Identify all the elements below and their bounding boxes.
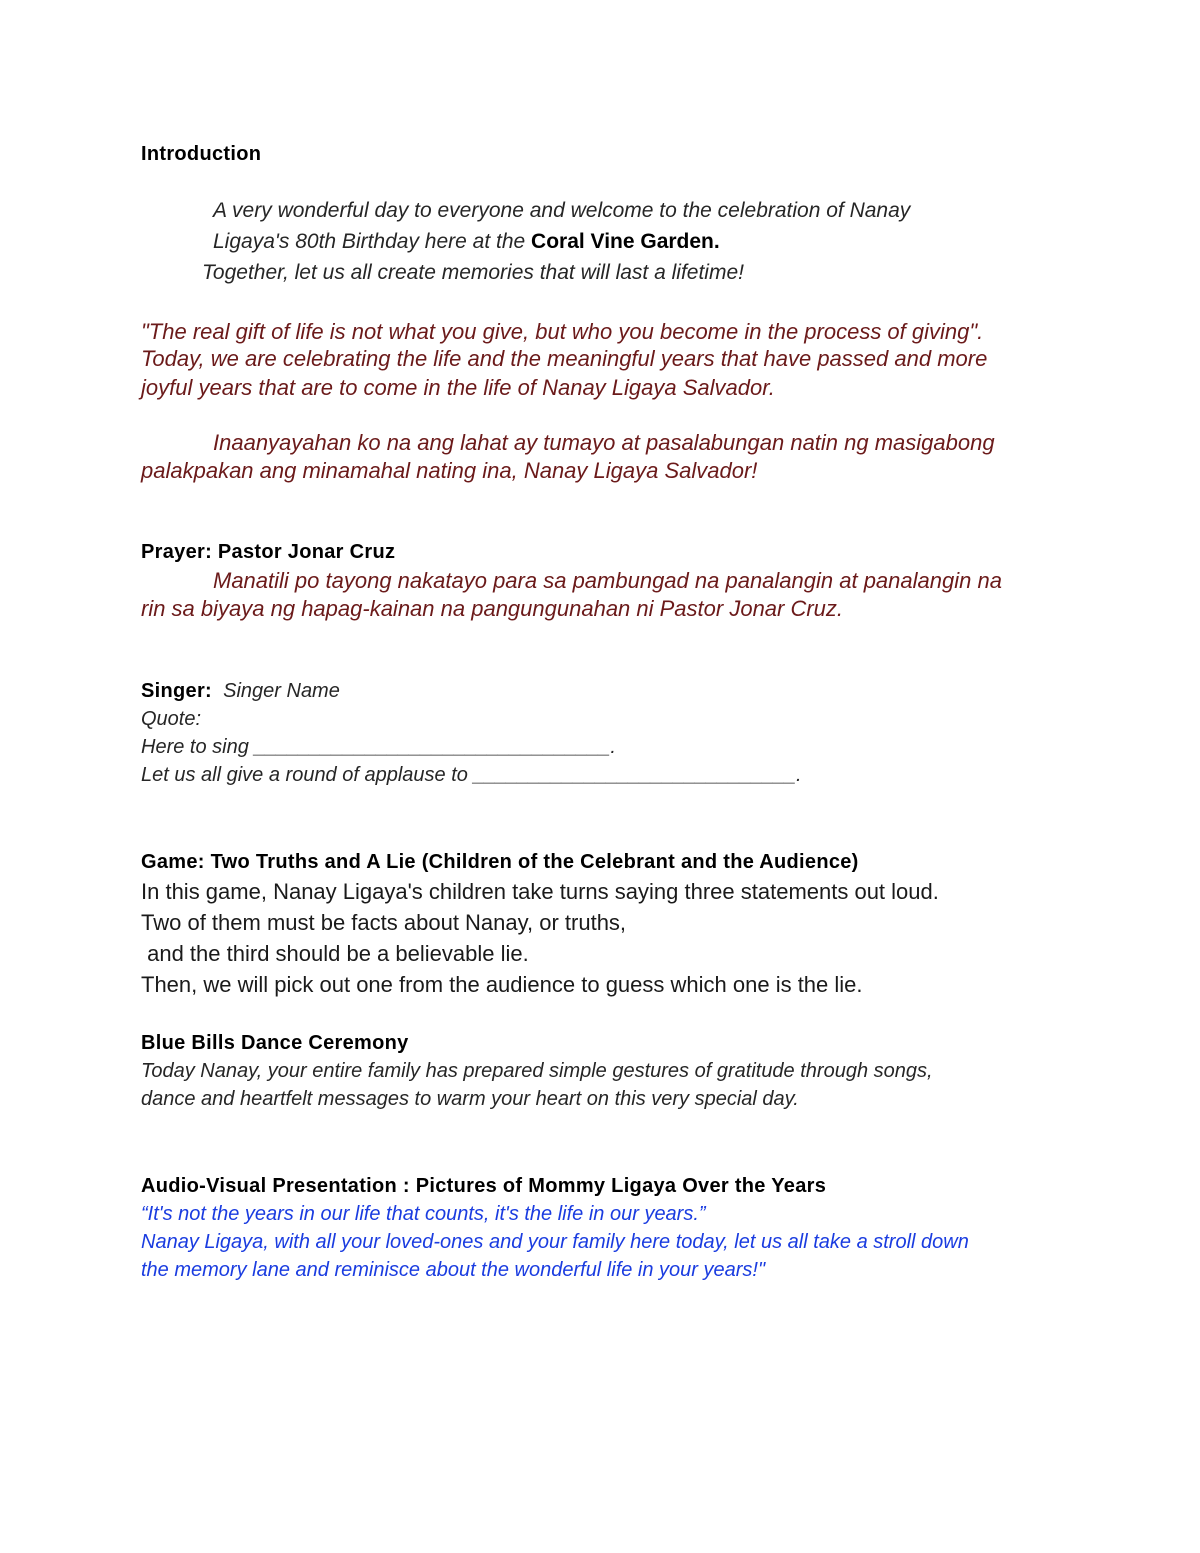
intro-welcome-line-1: A very wonderful day to everyone and welcome to the celebration of Nanay [213,199,911,222]
prayer-line-1: Manatili po tayong nakatayo para sa pambungad na panalangin at panalangin na [213,568,1002,593]
intro-quote-line-1: "The real gift of life is not what you give, but who you become in the process of giving". [141,319,984,344]
venue-name: Coral Vine Garden. [531,230,720,253]
dance-heading: Blue Bills Dance Ceremony [141,1032,409,1054]
intro-quote-line-2: Today, we are celebrating the life and the meaningful years that have passed and more [141,346,988,371]
dance-line-1: Today Nanay, your entire family has prepared simple gestures of gratitude through songs, [141,1060,933,1082]
intro-welcome-line-2-text: Ligaya's 80th Birthday here at the [213,230,532,253]
singer-sing-line: Here to sing ________________________________. [141,736,616,758]
dance-line-2: dance and heartfelt messages to warm your heart on this very special day. [141,1088,799,1110]
singer-line [141,680,340,703]
singer-quote: Quote: [141,708,202,730]
intro-welcome-line-3: Together, let us all create memories that will last a lifetime! [202,261,744,284]
singer-label: Singer: [141,680,212,702]
game-line-2: Two of them must be facts about Nanay, or truths, [141,910,627,935]
singer-name: Singer Name [223,680,340,702]
prayer-heading: Prayer: Pastor Jonar Cruz [141,541,396,563]
intro-invite-line-1: Inaanyayahan ko na ang lahat ay tumayo at pasalabungan natin ng masigabong [213,430,995,455]
game-line-4: Then, we will pick out one from the audience to guess which one is the lie. [141,972,863,997]
av-line-1: “It's not the years in our life that counts, it's the life in our years.” [141,1203,706,1225]
intro-quote-line-3: joyful years that are to come in the life of Nanay Ligaya Salvador. [141,375,775,400]
av-line-3: the memory lane and reminisce about the wonderful life in your years!" [141,1259,766,1281]
game-line-3: and the third should be a believable lie. [141,941,529,966]
game-line-1: In this game, Nanay Ligaya's children take turns saying three statements out loud. [141,879,939,904]
game-heading: Game: Two Truths and A Lie (Children of the Celebrant and the Audience) [141,851,859,873]
av-heading: Audio-Visual Presentation : Pictures of Mommy Ligaya Over the Years [141,1175,827,1197]
intro-welcome-line-2 [213,230,720,254]
singer-applause-line: Let us all give a round of applause to _____________________________. [141,764,802,786]
av-line-2: Nanay Ligaya, with all your loved-ones and your family here today, let us all take a stroll down [141,1231,969,1253]
intro-heading: Introduction [141,143,262,165]
intro-invite-line-2: palakpakan ang minamahal nating ina, Nanay Ligaya Salvador! [141,458,758,483]
prayer-line-2: rin sa biyaya ng hapag-kainan na pangungunahan ni Pastor Jonar Cruz. [141,596,844,621]
